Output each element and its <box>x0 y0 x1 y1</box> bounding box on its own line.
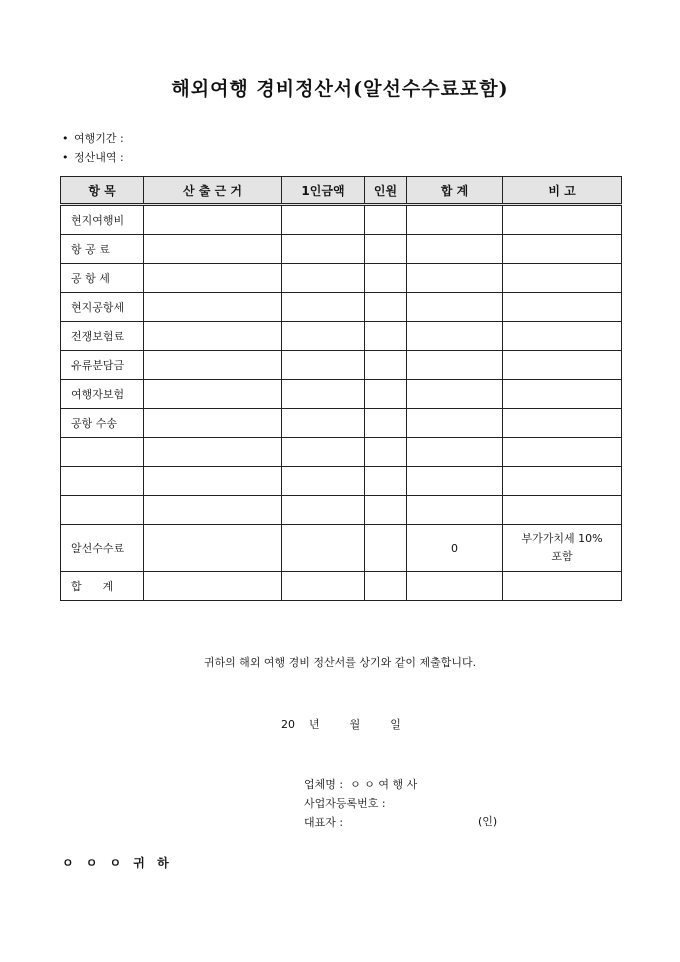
cell-note[interactable] <box>503 351 622 380</box>
company-name: 업체명 : ㅇ ㅇ 여 행 사 <box>304 778 418 791</box>
cell-per-person[interactable] <box>282 496 365 525</box>
table-row <box>61 496 622 525</box>
table-row <box>61 264 622 293</box>
expense-table <box>60 176 622 601</box>
addressee: ㅇ ㅇ ㅇ 귀 하 <box>62 856 173 870</box>
business-reg-no: 사업자등록번호 : <box>304 797 386 810</box>
cell-item[interactable]: 현지공항세 <box>61 293 144 322</box>
cell-basis[interactable] <box>144 380 282 409</box>
table-row <box>61 438 622 467</box>
cell-item[interactable]: 여행자보험 <box>61 380 144 409</box>
cell-total[interactable] <box>407 467 503 496</box>
cell-total[interactable] <box>407 409 503 438</box>
table-row <box>61 293 622 322</box>
table-row <box>61 322 622 351</box>
date-month: 월 <box>349 718 361 731</box>
cell-basis[interactable] <box>144 235 282 264</box>
table-row <box>61 205 622 235</box>
cell-per-person[interactable] <box>282 322 365 351</box>
cell-per-person[interactable] <box>282 264 365 293</box>
cell-per-person[interactable] <box>282 525 365 572</box>
submit-statement: 귀하의 해외 여행 경비 정산서를 상기와 같이 제출합니다. <box>203 656 477 669</box>
date-year-prefix: 20 <box>281 718 295 731</box>
cell-basis[interactable] <box>144 322 282 351</box>
cell-per-person[interactable] <box>282 235 365 264</box>
cell-people[interactable] <box>365 525 407 572</box>
cell-item[interactable]: 공 항 세 <box>61 264 144 293</box>
table-header-row <box>61 177 622 205</box>
representative: 대표자 : <box>304 816 344 829</box>
cell-item[interactable] <box>61 467 144 496</box>
cell-note[interactable] <box>503 438 622 467</box>
header-basis: 산 출 근 거 <box>144 177 282 205</box>
cell-note[interactable] <box>503 496 622 525</box>
cell-people[interactable] <box>365 467 407 496</box>
cell-total[interactable] <box>407 205 503 235</box>
cell-per-person[interactable] <box>282 409 365 438</box>
cell-people[interactable] <box>365 496 407 525</box>
cell-total[interactable] <box>407 235 503 264</box>
cell-basis[interactable] <box>144 205 282 235</box>
cell-basis[interactable] <box>144 264 282 293</box>
cell-note[interactable] <box>503 293 622 322</box>
cell-item[interactable] <box>61 438 144 467</box>
cell-item[interactable]: 유류분담금 <box>61 351 144 380</box>
bullet-icon: • <box>62 132 69 145</box>
cell-total[interactable] <box>407 496 503 525</box>
header-per-person: 1인금액 <box>282 177 365 205</box>
document-title: 해외여행 경비정산서(알선수수료포함) <box>171 78 509 100</box>
cell-item[interactable]: 현지여행비 <box>61 205 144 235</box>
table-row <box>61 467 622 496</box>
bullet-settlement <box>62 148 124 167</box>
cell-per-person[interactable] <box>282 205 365 235</box>
cell-people[interactable] <box>365 572 407 601</box>
cell-people[interactable] <box>365 380 407 409</box>
date-day: 일 <box>390 718 401 731</box>
settlement-label: 정산내역 : <box>74 151 124 164</box>
cell-people[interactable] <box>365 438 407 467</box>
cell-basis[interactable] <box>144 351 282 380</box>
cell-people[interactable] <box>365 409 407 438</box>
cell-item[interactable]: 합 계 <box>61 572 144 601</box>
bullet-travel-period <box>62 129 124 148</box>
cell-basis[interactable] <box>144 572 282 601</box>
note-line-1: 부가가치세 10% <box>521 532 603 545</box>
cell-total[interactable] <box>407 264 503 293</box>
table-row <box>61 235 622 264</box>
cell-people[interactable] <box>365 205 407 235</box>
header-item: 항 목 <box>61 177 144 205</box>
cell-item[interactable]: 알선수수료 <box>61 525 144 572</box>
cell-note[interactable] <box>503 264 622 293</box>
cell-per-person[interactable] <box>282 438 365 467</box>
commission-row <box>61 525 622 572</box>
travel-period-label: 여행기간 : <box>74 132 124 145</box>
cell-basis[interactable] <box>144 496 282 525</box>
cell-item[interactable]: 항 공 료 <box>61 235 144 264</box>
note-line-2: 포함 <box>551 550 573 563</box>
cell-note[interactable] <box>503 409 622 438</box>
header-note: 비 고 <box>503 177 622 205</box>
cell-note[interactable] <box>503 322 622 351</box>
cell-item[interactable]: 공항 수송 <box>61 409 144 438</box>
cell-total[interactable] <box>407 322 503 351</box>
cell-per-person[interactable] <box>282 467 365 496</box>
cell-people[interactable] <box>365 235 407 264</box>
bullet-icon: • <box>62 151 69 164</box>
cell-basis[interactable] <box>144 409 282 438</box>
cell-total[interactable] <box>407 380 503 409</box>
period-section <box>62 129 124 167</box>
signature-block <box>304 775 417 832</box>
cell-item[interactable]: 전쟁보험료 <box>61 322 144 351</box>
cell-total[interactable] <box>407 293 503 322</box>
cell-note[interactable] <box>503 525 622 572</box>
cell-note[interactable] <box>503 572 622 601</box>
header-total: 합 계 <box>407 177 503 205</box>
cell-total[interactable] <box>407 572 503 601</box>
table-row <box>61 380 622 409</box>
cell-per-person[interactable] <box>282 572 365 601</box>
cell-note[interactable] <box>503 467 622 496</box>
cell-note[interactable] <box>503 380 622 409</box>
sum-row <box>61 572 622 601</box>
cell-note[interactable] <box>503 235 622 264</box>
seal-mark: (인) <box>478 815 498 828</box>
table-row <box>61 351 622 380</box>
cell-total[interactable] <box>407 351 503 380</box>
cell-note[interactable] <box>503 205 622 235</box>
cell-per-person[interactable] <box>282 293 365 322</box>
cell-people[interactable] <box>365 264 407 293</box>
table-row <box>61 409 622 438</box>
cell-total[interactable]: 0 <box>407 525 503 572</box>
cell-total[interactable] <box>407 438 503 467</box>
cell-basis[interactable] <box>144 438 282 467</box>
cell-people[interactable] <box>365 322 407 351</box>
cell-basis[interactable] <box>144 467 282 496</box>
cell-basis[interactable] <box>144 293 282 322</box>
cell-per-person[interactable] <box>282 380 365 409</box>
date-year: 년 <box>309 718 320 731</box>
date-line <box>281 716 401 732</box>
cell-per-person[interactable] <box>282 351 365 380</box>
cell-item[interactable] <box>61 496 144 525</box>
header-people: 인원 <box>365 177 407 205</box>
cell-people[interactable] <box>365 293 407 322</box>
cell-people[interactable] <box>365 351 407 380</box>
cell-basis[interactable] <box>144 525 282 572</box>
